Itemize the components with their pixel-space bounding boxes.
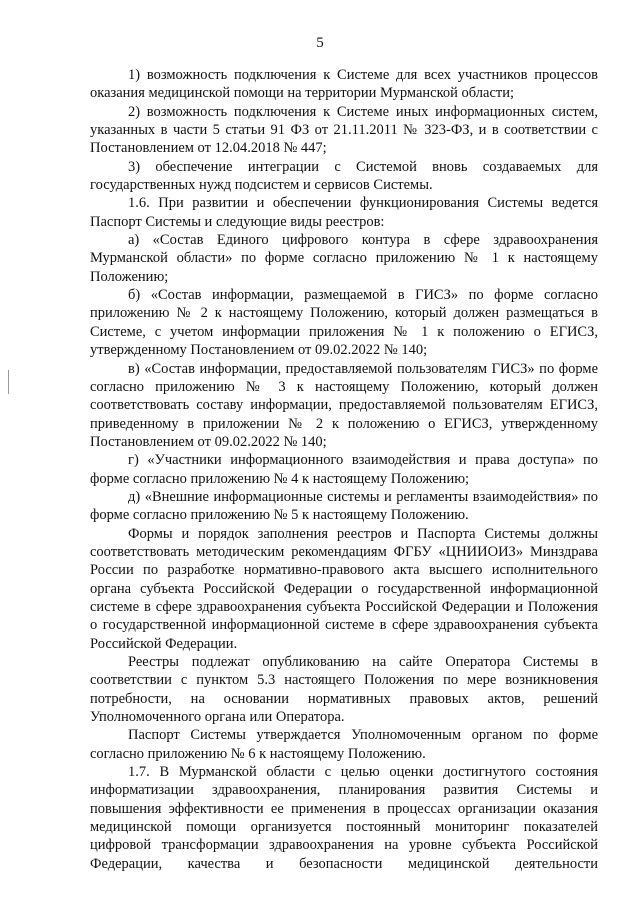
paragraph-registry-v: в) «Состав информации, предоставляемой пользователям ГИСЗ» по форме согласно приложению № 3 к настоящему Положению, который должен соответствовать составу информации, предоставляемой пользователям ЕГИСЗ, приведенному в приложении № 2 к положению о ЕГИСЗ, утвержденному Постановлением от 09.02.2022 № 140; [90,360,598,450]
page-number: 5 [316,35,324,51]
paragraph-section-1-7: 1.7. В Мурманской области с целью оценки достигнутого состояния информатизации здравоохранения, планирования развития Системы и повышения эффективности ее применения в процессах организации оказания медицинской помощи организуется постоянный мониторинг показателей цифровой трансформации здравоохранения на уровне субъекта Российской Федерации, качества и безопасности медицинской деятельности [90,764,598,872]
paragraph-forms-order: Формы и порядок заполнения реестров и Паспорта Системы должны соответствовать методическим рекомендациям ФГБУ «ЦНИИОИЗ» Минздрава России по разработке нормативно-правового акта высшего исполнительного органа субъекта Российской Федерации о государственной информационной системе в сфере здравоохранения субъекта Российской Федерации и Положения о государственной информационной системе в сфере здравоохранения субъекта Российской Федерации. [90,525,598,652]
paragraph-registry-d: д) «Внешние информационные системы и регламенты взаимодействия» по форме согласно приложению № 5 к настоящему Положению. [90,488,598,524]
paragraph-passport-approval: Паспорт Системы утверждается Уполномоченным органом по форме согласно приложению № 6 к настоящему Положению. [90,727,598,762]
paragraph-item-1: 1) возможность подключения к Системе для всех участников процессов оказания медицинской помощи на территории Мурманской области; [90,67,598,102]
paragraph-registries-publication: Реестры подлежат опубликованию на сайте Оператора Системы в соответствии с пунктом 5.3 настоящего Положения по мере возникновения потребности, на основании нормативных правовых актов, решений Уполномоченного органа или Оператора. [90,654,598,726]
paragraph-registry-a: а) «Состав Единого цифрового контура в сфере здравоохранения Мурманской области» по форме согласно приложению № 1 к настоящему Положению; [90,232,598,285]
paragraph-section-1-6: 1.6. При развитии и обеспечении функционирования Системы ведется Паспорт Системы и следующие виды реестров: [90,195,598,230]
paragraph-item-2: 2) возможность подключения к Системе иных информационных систем, указанных в части 5 статьи 91 ФЗ от 21.11.2011 № 323-ФЗ, и в соответствии с Постановлением от 12.04.2018 № 447; [90,103,598,157]
margin-scan-mark [8,370,9,394]
paragraph-registry-g: г) «Участники информационного взаимодействия и права доступа» по форме согласно приложению № 4 к настоящему Положению; [90,452,598,487]
document-body [90,66,598,873]
paragraph-item-3: 3) обеспечение интеграции с Системой вновь создаваемых для государственных нужд подсистем и сервисов Системы. [90,158,598,194]
paragraph-registry-b: б) «Состав информации, размещаемой в ГИСЗ» по форме согласно приложению № 2 к настоящему Положению, который должен размещаться в Системе, с учетом информации приложения № 1 к положению о ЕГИСЗ, утвержденному Постановлением от 09.02.2022 № 140; [90,287,598,359]
